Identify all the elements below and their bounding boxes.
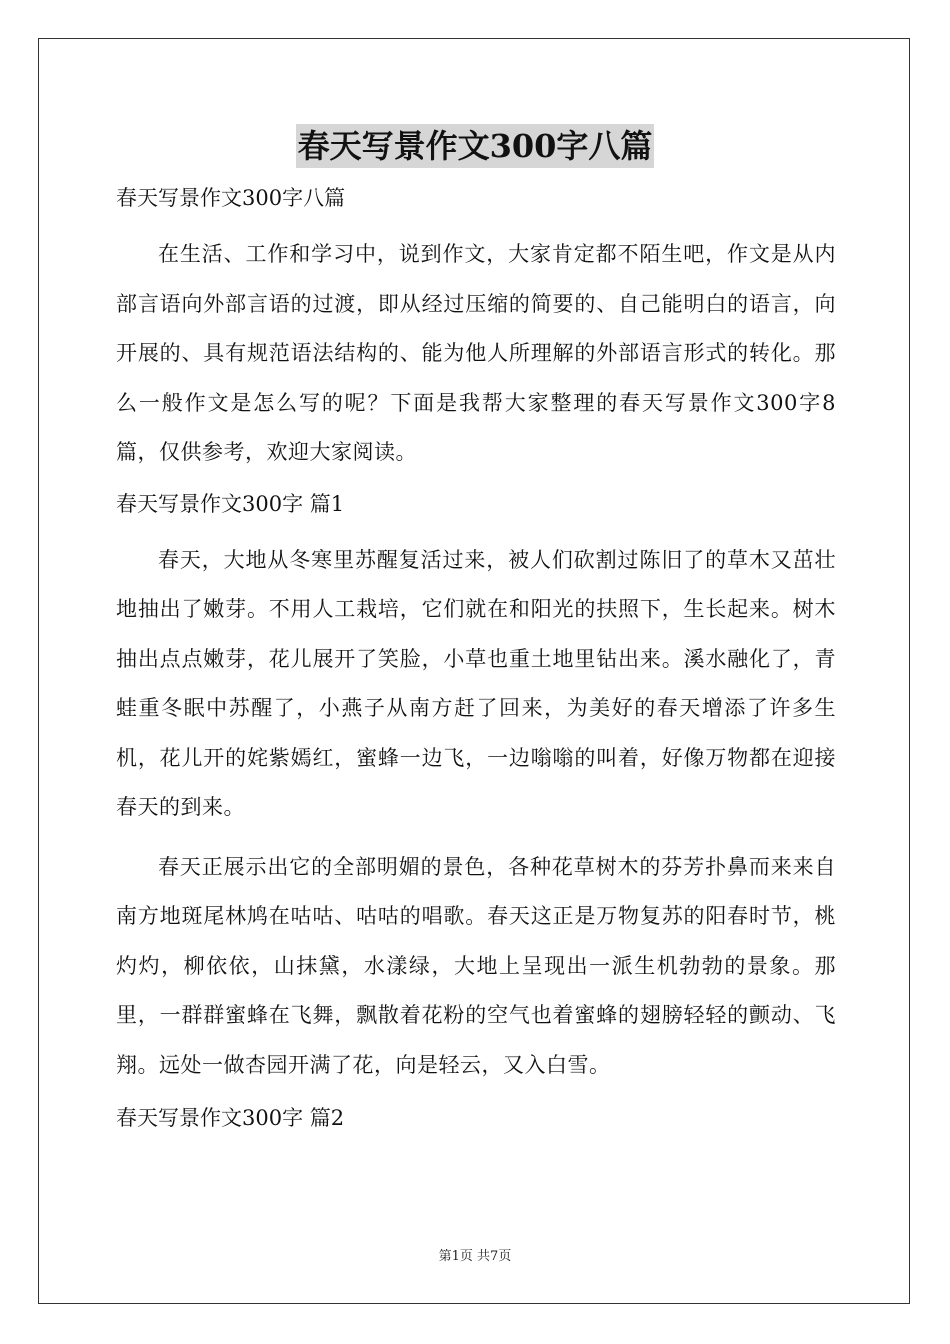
title-container xyxy=(0,124,950,168)
section-heading-1: 春天写景作文300字 篇1 xyxy=(116,491,345,516)
section1-paragraph-1: 春天，大地从冬寒里苏醒复活过来，被人们砍割过陈旧了的草木又茁壮地抽出了嫩芽。不用人工栽培，它们就在和阳光的扶照下，生长起来。树木抽出点点嫩芽，花儿展开了笑脸，小草也重土地里钻出来。溪水融化了，青蛙重冬眠中苏醒了，小燕子从南方赶了回来，为美好的春天增添了许多生机，花儿开的姹紫嫣红，蜜蜂一边飞，一边嗡嗡的叫着，好像万物都在迎接春天的到来。 xyxy=(116,547,836,819)
document-title: 春天写景作文300字八篇 xyxy=(296,124,655,168)
document-body xyxy=(116,178,836,1138)
intro-paragraph: 在生活、工作和学习中，说到作文，大家肯定都不陌生吧，作文是从内部言语向外部言语的过渡，即从经过压缩的简要的、自己能明白的语言，向开展的、具有规范语法结构的、能为他人所理解的外部语言形式的转化。那么一般作文是怎么写的呢？下面是我帮大家整理的春天写景作文300字8篇，仅供参考，欢迎大家阅读。 xyxy=(116,242,836,464)
page-number: 第1页 共7页 xyxy=(438,1249,512,1264)
page-footer xyxy=(0,1247,950,1267)
section1-paragraph-2: 春天正展示出它的全部明媚的景色，各种花草树木的芬芳扑鼻而来来自南方地斑尾林鸠在咕咕、咕咕的唱歌。春天这正是万物复苏的阳春时节，桃灼灼，柳依依，山抹黛，水漾绿，大地上呈现出一派生机勃勃的景象。那里，一群群蜜蜂在飞舞，飘散着花粉的空气也着蜜蜂的翅膀轻轻的颤动、飞翔。远处一做杏园开满了花，向是轻云，又入白雪。 xyxy=(116,854,836,1077)
document-subtitle: 春天写景作文300字八篇 xyxy=(116,186,346,210)
section-heading-2: 春天写景作文300字 篇2 xyxy=(116,1106,345,1130)
